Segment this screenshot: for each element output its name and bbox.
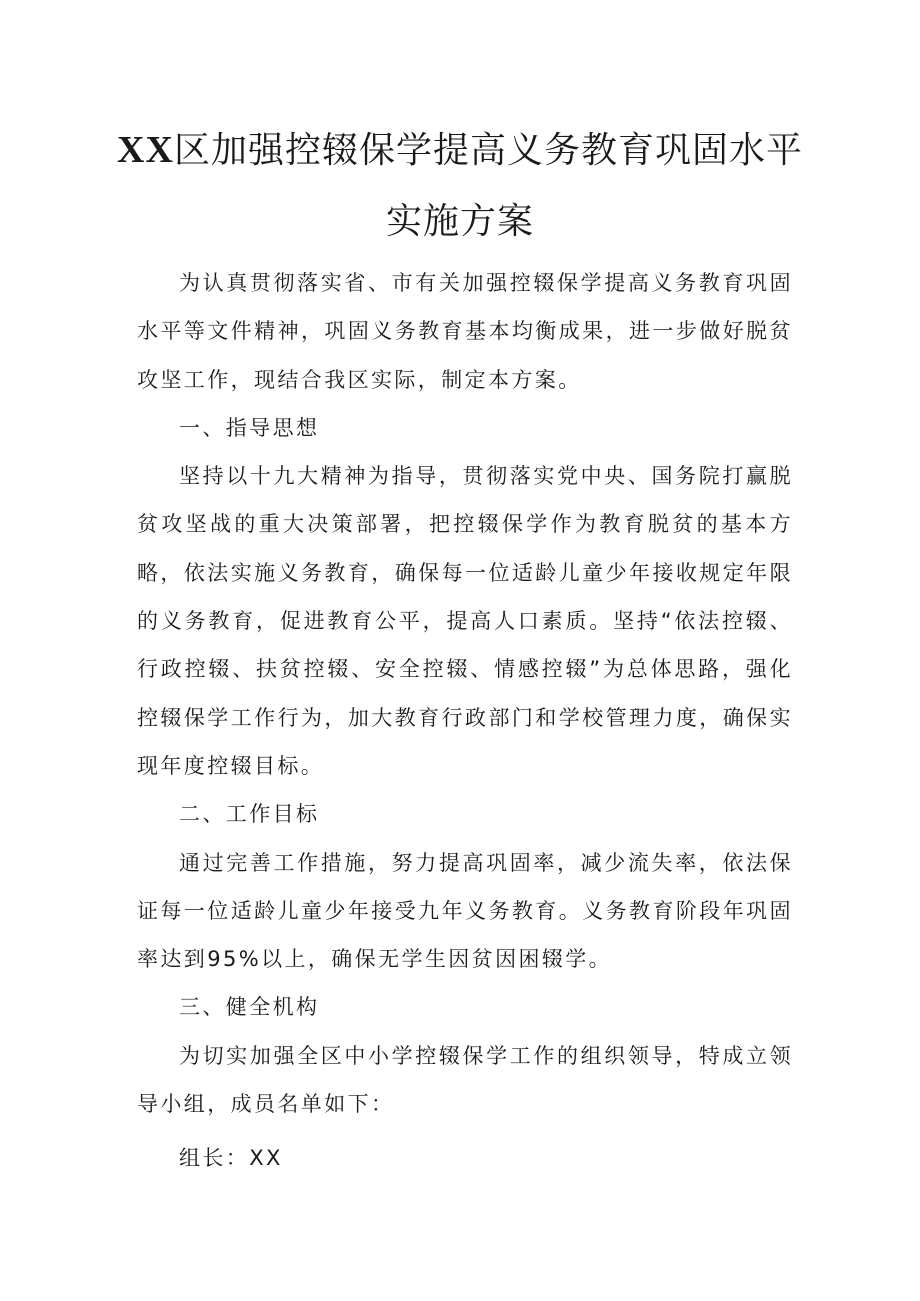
section-heading-organization: 三、健全机构 bbox=[179, 995, 320, 1020]
section-heading-guiding-ideology: 一、指导思想 bbox=[179, 415, 320, 440]
document-title-line-2: 实施方案 bbox=[385, 201, 534, 242]
guiding-ideology-paragraph: 坚持以十九大精神为指导，贯彻落实党中央、国务院打赢脱贫攻坚战的重大决策部署，把控辍保学作为教育脱贫的基本方略，依法实施义务教育，确保每一位适龄儿童少年接收规定年限的义务教育，促进教育公平，提高人口素质。坚持“依法控辍、行政控辍、扶贫控辍、安全控辍、情感控辍”为总体思路，强化控辍保学工作行为，加大教育行政部门和学校管理力度，确保实现年度控辍目标。 bbox=[137, 464, 793, 778]
intro-paragraph: 为认真贯彻落实省、市有关加强控辍保学提高义务教育巩固水平等文件精神，巩固义务教育基本均衡成果，进一步做好脱贫攻坚工作，现结合我区实际，制定本方案。 bbox=[137, 271, 793, 392]
title-line-1-text: 区加强控辍保学提高义务教育巩固水平 bbox=[173, 130, 803, 171]
work-goals-paragraph: 通过完善工作措施，努力提高巩固率，减少流失率，依法保证每一位适龄儿童少年接受九年义务教育。义务教育阶段年巩固率达到95%以上，确保无学生因贫因困辍学。 bbox=[137, 850, 793, 972]
group-leader-line: 组长：XX bbox=[179, 1146, 283, 1171]
document-title-line-1 bbox=[100, 128, 820, 173]
title-placeholder-xx: XX bbox=[117, 129, 174, 171]
organization-paragraph: 为切实加强全区中小学控辍保学工作的组织领导，特成立领导小组，成员名单如下： bbox=[137, 1043, 793, 1117]
document-body bbox=[137, 259, 793, 1183]
section-heading-work-goals: 二、工作目标 bbox=[179, 802, 320, 827]
